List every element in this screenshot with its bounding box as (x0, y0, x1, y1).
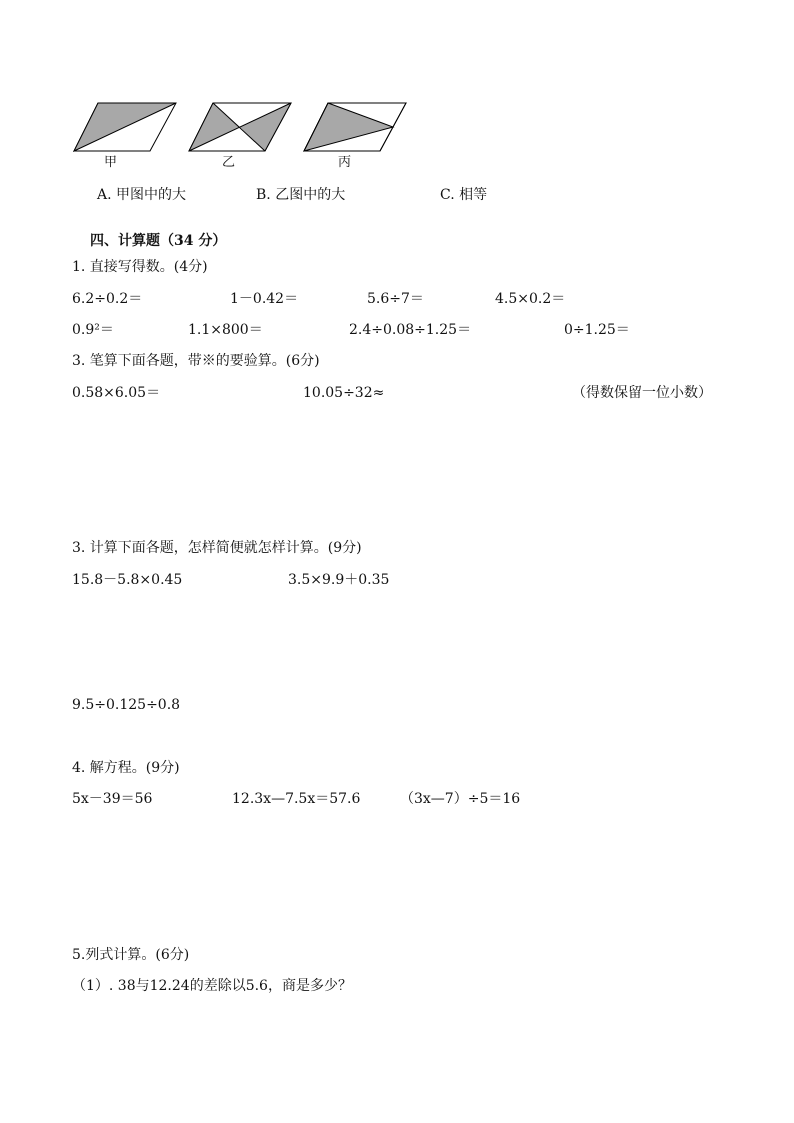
section-heading: 四、计算题（34 分） (90, 233, 227, 249)
q3-item: 9.5÷0.125÷0.8 (72, 697, 181, 713)
q4-title: 4. 解方程。(9分) (72, 760, 180, 776)
choice-c: C. 相等 (440, 187, 488, 203)
figure-yi (187, 102, 293, 154)
figure-jia-label: 甲 (104, 155, 118, 170)
figure-bing-label: 丙 (338, 155, 352, 170)
q5-item: （1）. 38与12.24的差除以5.6，商是多少？ (72, 978, 352, 994)
q3-item: 15.8－5.8×0.45 (72, 572, 183, 588)
q4-item: 5x－39＝56 (72, 791, 153, 807)
q1-item: 6.2÷0.2＝ (72, 291, 143, 307)
q1-title: 1. 直接写得数。(4分) (72, 259, 208, 275)
q1-item: 5.6÷7＝ (367, 291, 424, 307)
figure-jia (72, 102, 178, 154)
q1-item: 0.9²＝ (72, 322, 114, 338)
figure-bing (302, 102, 408, 154)
figure-yi-label: 乙 (222, 155, 236, 170)
q2-item: 10.05÷32≈ (303, 385, 385, 401)
choice-b: B. 乙图中的大 (256, 187, 346, 203)
q1-item: 2.4÷0.08÷1.25＝ (349, 322, 472, 338)
q5-title: 5.列式计算。(6分) (72, 947, 190, 963)
q3-title: 3. 计算下面各题，怎样简便就怎样计算。(9分) (72, 540, 362, 556)
q2-title: 3. 笔算下面各题，带※的要验算。(6分) (72, 353, 320, 369)
q3-item: 3.5×9.9＋0.35 (288, 572, 390, 588)
q1-item: 1－0.42＝ (230, 291, 299, 307)
q4-item: 12.3x—7.5x＝57.6 (232, 791, 361, 807)
q1-item: 1.1×800＝ (188, 322, 263, 338)
q1-item: 0÷1.25＝ (564, 322, 630, 338)
q4-item: （3x—7）÷5＝16 (400, 791, 521, 807)
choice-a: A. 甲图中的大 (97, 187, 187, 203)
q1-item: 4.5×0.2＝ (495, 291, 566, 307)
q2-item: 0.58×6.05＝ (72, 385, 161, 401)
q2-note: （得数保留一位小数） (572, 385, 712, 401)
